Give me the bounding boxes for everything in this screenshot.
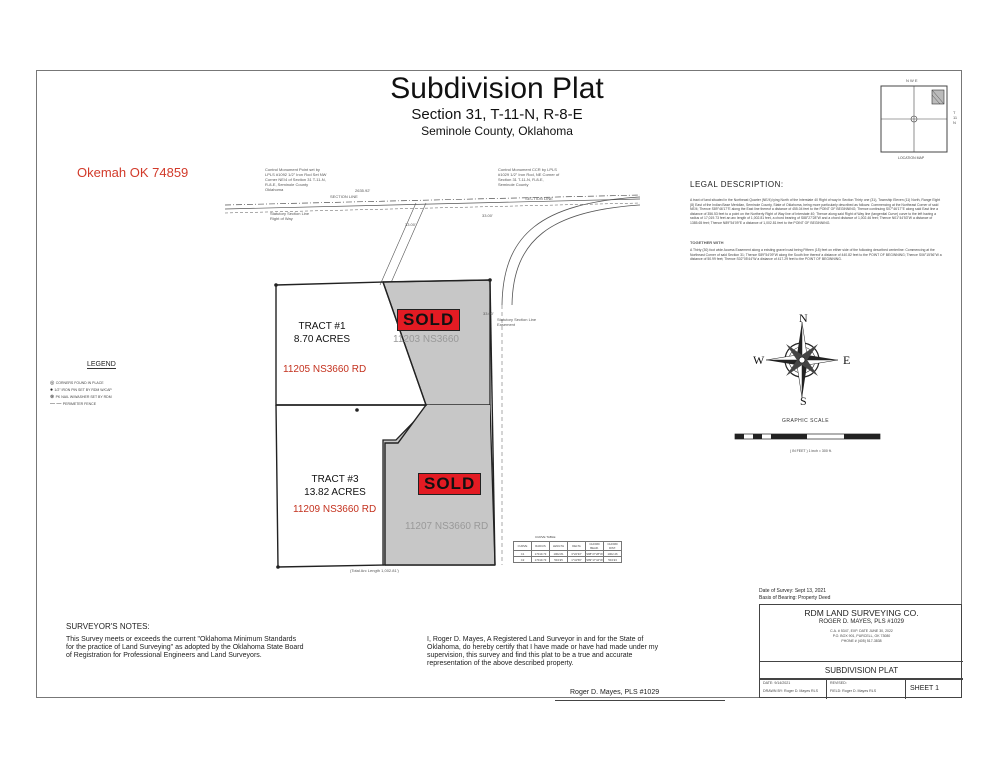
- dimension-label-c: 33.00': [483, 311, 494, 316]
- basis-of-bearing: Basis of Bearing: Property Deed: [759, 595, 831, 601]
- surveyor-name: ROGER D. MAYES, PLS #1029: [819, 619, 904, 625]
- legend-item: ◎ CORNERS FOUND IN PLACE: [50, 380, 104, 386]
- graphic-scale-note: ( IN FEET ) 1 inch = 300 ft.: [790, 449, 832, 453]
- location-map-top-label: N W E: [906, 78, 918, 83]
- survey-date: Date of Survey: Sept 13, 2021: [759, 588, 826, 594]
- table-row: C1 17019.73 1002.81 3°22'33" S88°27'28"W 1002.46: [514, 551, 622, 557]
- easement-description-text: A Thirty (30) foot wide Access Easement along a existing gravel road being Fifteen (15) feet on either side of the following described centerline: Commencing at the Northeast Corner of said Section 31; Thence S89°54'09"W along the South line thereof a distance of 440.82 feet to the POINT OF BEGINNING; Thence S06°15'56"W a distance of 50.99 feet; Thence S02°05'44"W a distance of 417.29 feet to the POINT OF BEGINNING.: [690, 248, 942, 262]
- together-with-heading: TOGETHER WITH: [690, 240, 724, 245]
- tract-2-address: 11203 NS3660: [393, 334, 459, 345]
- section-line-label-right: SECTION LINE: [525, 196, 553, 201]
- location-map-side-label: T 11 N: [953, 110, 958, 125]
- dimension-label-a: 33.00': [405, 222, 416, 227]
- page-title: Subdivision Plat: [390, 72, 604, 105]
- city-label: Okemah OK 74859: [77, 165, 189, 180]
- survey-date-block: [759, 588, 830, 602]
- legend-heading: LEGEND: [87, 361, 116, 368]
- title-block: [759, 604, 962, 698]
- statutory-row-label: Statutory Section Line Right of Way: [270, 211, 310, 221]
- location-map-label: LOCATION MAP: [898, 156, 925, 160]
- compass-south-label: S: [800, 394, 807, 408]
- control-monument-right-note: Control Monument CCR by LPLS #1029 1/2" Iron Rod, NE Corner of Section 31 T-11-N, R-8-E, Seminole County: [498, 167, 560, 187]
- arc-length-note: (Total Arc Length 1,002.81'): [350, 568, 399, 573]
- tract-1-name: TRACT #1: [298, 321, 346, 332]
- tract-3-label: [295, 473, 375, 499]
- tract-3-address: 11209 NS3660 RD: [293, 504, 377, 515]
- curve-table-title: CURVE TABLE: [535, 535, 556, 539]
- section-subtitle: Section 31, T-11-N, R-8-E: [411, 106, 583, 123]
- compass-north-label: N: [799, 311, 808, 325]
- graphic-scale-title: GRAPHIC SCALE: [782, 418, 830, 424]
- tract-1-label: [282, 320, 362, 346]
- sold-badge-tract-4: SOLD: [418, 473, 481, 495]
- tract-1-acres: 8.70 ACRES: [293, 334, 351, 345]
- legal-description-heading: LEGAL DESCRIPTION:: [690, 180, 784, 189]
- table-row: C2 17019.73 504.95 1°41'59" S89°17'44"W 504.93: [514, 557, 622, 563]
- compass-west-label: W: [753, 353, 765, 367]
- revised-label: REVISED:: [830, 681, 847, 685]
- surveyor-notes-text: This Survey meets or exceeds the current "Oklahoma Minimum Standards for the practice of Land Surveying" as adopted by the Oklahoma State Board of Registration for Professional Engineers and Land Surveyors.: [66, 636, 304, 659]
- control-monument-left-note: Control Monument Point set by LPLS #1092 1/2" Iron Rod Set NW Corner NE/4 of Section 31 T-11-N, R-8-E, Seminole County Oklahoma: [265, 167, 327, 192]
- tract-3-acres: 13.82 ACRES: [304, 487, 366, 498]
- tract-4-address: 11207 NS3660 RD: [405, 521, 489, 532]
- graphic-scale-bar: [734, 430, 882, 444]
- legend-item: ● 1/2" IRON PIN SET BY RDM W/CAP: [50, 387, 112, 393]
- tract-1-address: 11205 NS3660 RD: [283, 364, 367, 375]
- certification-text: I, Roger D. Mayes, A Registered Land Surveyor in and for the State of Oklahoma, do hereby certify that I have made or have had made under my supervision, this survey and find this plat to be a true and accurate representation of the above described property.: [427, 636, 659, 667]
- dimension-label-b: 33.00': [482, 213, 493, 218]
- plat-type-label: SUBDIVISION PLAT: [760, 661, 963, 679]
- north-arrow-compass-icon: [763, 318, 841, 402]
- section-line-label-left: SECTION LINE: [330, 194, 358, 199]
- drawn-by: DRAWN BY: Roger D. Mayes RLS: [763, 689, 818, 693]
- company-details: C.A. # 5347, EXP. DATE JUNE 30, 2022 P.O. BOX 901, PURCELL, OK 73080 PHONE # (405) 517-3838: [830, 629, 893, 643]
- curve-table-header: CURVE RADIUS LENGTH DELTA CHORD BEAR. CHORD DIST.: [514, 542, 622, 551]
- sold-badge-tract-2: SOLD: [397, 309, 460, 331]
- field-by: FIELD: Roger D. Mayes RLS: [830, 689, 877, 693]
- compass-east-label: E: [843, 353, 851, 367]
- surveyor-signature: Roger D. Mayes, PLS #1029: [570, 689, 660, 696]
- legend-item: ⊗ PK NAIL W/WASHER SET BY RDM: [50, 394, 112, 400]
- county-subtitle: Seminole County, Oklahoma: [421, 124, 573, 138]
- curve-table: [513, 541, 622, 563]
- sheet-number: SHEET 1: [910, 685, 940, 692]
- top-distance-label: 2635.92': [355, 188, 371, 193]
- surveyor-notes-heading: SURVEYOR'S NOTES:: [66, 622, 150, 631]
- legend-list: [50, 371, 112, 407]
- location-map: [880, 85, 950, 155]
- signature-line: [555, 700, 725, 701]
- tract-3-name: TRACT #3: [311, 474, 359, 485]
- drawing-date: DATE: 9/14/2021: [763, 681, 791, 685]
- statutory-easement-label: Statutory Section Line Easement: [497, 317, 537, 327]
- legend-item: — — PERIMETER FENCE: [50, 401, 97, 407]
- legal-description-text: A tract of land situated in the Northeast Quarter (NE/4) lying North of the Interstate 40 Right of way in Section Thirty one (31), Township Eleven (11) North, Range Eight (8) East of the Indian Base Meridian, Seminole County, State of Oklahoma, being more particularly described as follows: Commencing at the Northeast Corner of said NE/4; Thence S89°46'17"E along the East line thereof a distance of 455.04 feet to the POINT OF BEGINNING; Thence continuing S07°46'17"E along said East line a distance of 356.53 feet to a point on the Northerly Right of Way line of Interstate 40; Thence along said Right of Way line (tangential Curve) curve to the left having a radius of 17,019.73 feet an arc length of 1,002.81 feet, a chord bearing of S88°27'28"W and a chord distance of 1,002.46 feet; Thence N01°44'53"W a distance of 1385.65 feet; Thence N89°54'09"E a distance of 1,002.81 feet to the POINT OF BEGINNING.: [690, 198, 941, 225]
- company-name: RDM LAND SURVEYING CO.: [804, 608, 919, 618]
